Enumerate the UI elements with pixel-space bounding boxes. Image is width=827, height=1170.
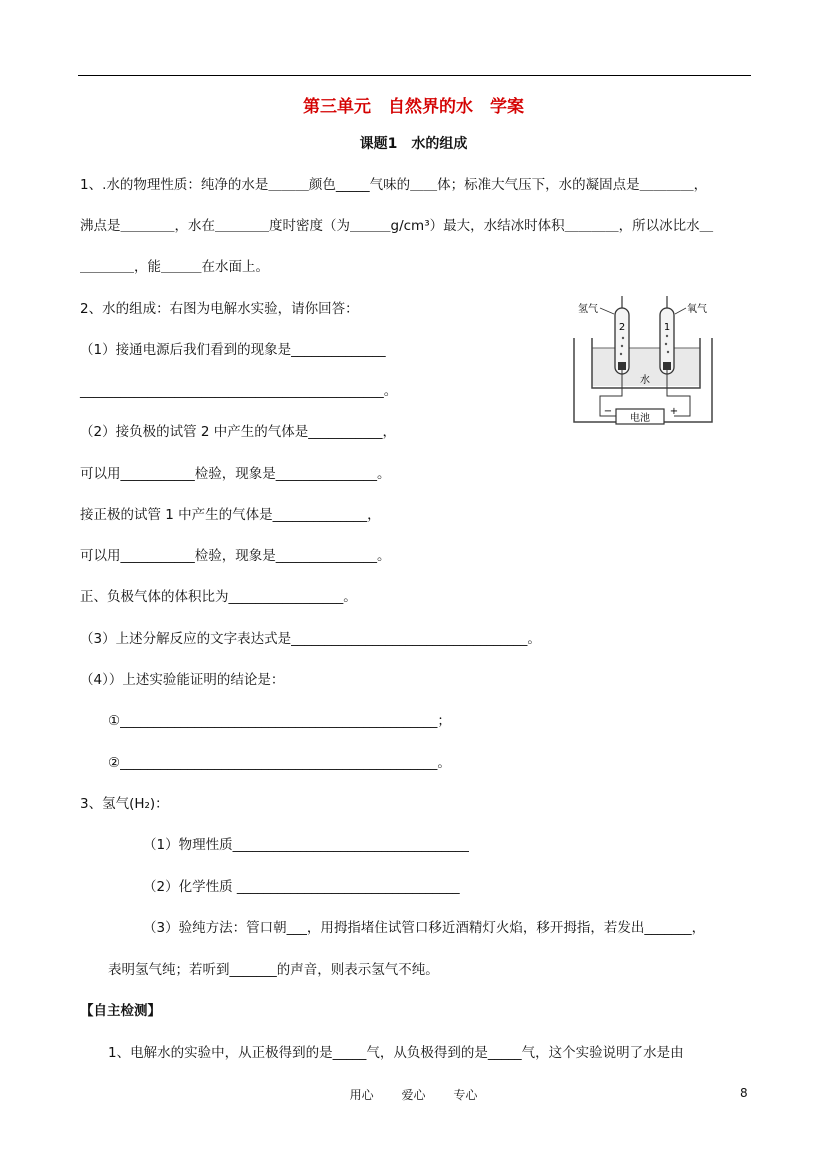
footer-word-2: 爱心 [401, 1088, 426, 1102]
footer [0, 1086, 827, 1103]
battery-label: 电池 [630, 413, 650, 424]
footer-word-1: 用心 [349, 1088, 374, 1102]
page-title: 第三单元 自然界的水 学案 [303, 97, 524, 117]
q2-2-line-5: 正、负极气体的体积比为_________________。 [80, 589, 357, 605]
q2-2-line-4: 可以用___________检验，现象是_______________。 [80, 548, 391, 564]
water-label: 水 [640, 375, 650, 386]
q3-3-line-2: 表明氢气纯；若听到_______的声音，则表示氢气不纯。 [108, 962, 439, 978]
q2-2-line-2: 可以用___________检验，现象是_______________。 [80, 466, 391, 482]
tube-1-label: 1 [663, 322, 671, 333]
q3-3-line-1: （3）验纯方法：管口朝___，用拇指堵住试管口移近酒精灯火焰，移开拇指，若发出_______， [143, 920, 706, 936]
label-hydrogen: 氢气 [578, 304, 598, 315]
q1-line-1: 1、.水的物理性质：纯净的水是＿＿＿颜色_____气味的＿＿体；标准大气压下，水的凝固点是＿＿＿＿， [80, 177, 708, 193]
q3-intro: 3、氢气(H₂)： [80, 796, 169, 812]
q2-3: （3）上述分解反应的文字表达式是___________________________________。 [80, 631, 541, 647]
page-subtitle: 课题1 水的组成 [359, 136, 468, 152]
q2-intro: 2、水的组成：右图为电解水实验，请你回答： [80, 301, 359, 317]
electrolysis-diagram [570, 296, 725, 436]
q1-line-3: ＿＿＿＿，能＿＿＿在水面上。 [80, 259, 269, 275]
q3-2: （2）化学性质 _________________________________ [143, 879, 460, 895]
page-number: 8 [740, 1086, 748, 1100]
q3-1: （1）物理性质___________________________________ [143, 837, 469, 853]
plus-sign: + [669, 406, 679, 417]
section-heading: 【自主检测】 [80, 1003, 161, 1019]
minus-sign: − [603, 406, 613, 417]
header-rule [78, 75, 751, 76]
q2-4-conclusion-2: ②_______________________________________________。 [108, 755, 451, 771]
q2-2-line-3: 接正极的试管 1 中产生的气体是______________， [80, 507, 381, 523]
tube-2-label: 2 [618, 322, 626, 333]
q2-1-line-1: （1）接通电源后我们看到的现象是______________ [80, 342, 386, 358]
q2-4: （4））上述实验能证明的结论是： [80, 672, 285, 688]
label-oxygen: 氧气 [687, 304, 707, 315]
q1-line-2: 沸点是＿＿＿＿，水在＿＿＿＿度时密度（为＿＿＿g/cm³）最大，水结冰时体积＿＿＿＿，所以冰比水＿ [80, 218, 714, 234]
q2-1-line-2: _____________________________________________。 [80, 383, 398, 399]
footer-word-3: 专心 [453, 1088, 478, 1102]
q2-4-conclusion-1: ①_______________________________________________； [108, 713, 451, 729]
q2-2-line-1: （2）接负极的试管 2 中产生的气体是___________， [80, 424, 397, 440]
check-1: 1、电解水的实验中，从正极得到的是_____气，从负极得到的是_____气，这个实验说明了水是由 [108, 1045, 684, 1061]
